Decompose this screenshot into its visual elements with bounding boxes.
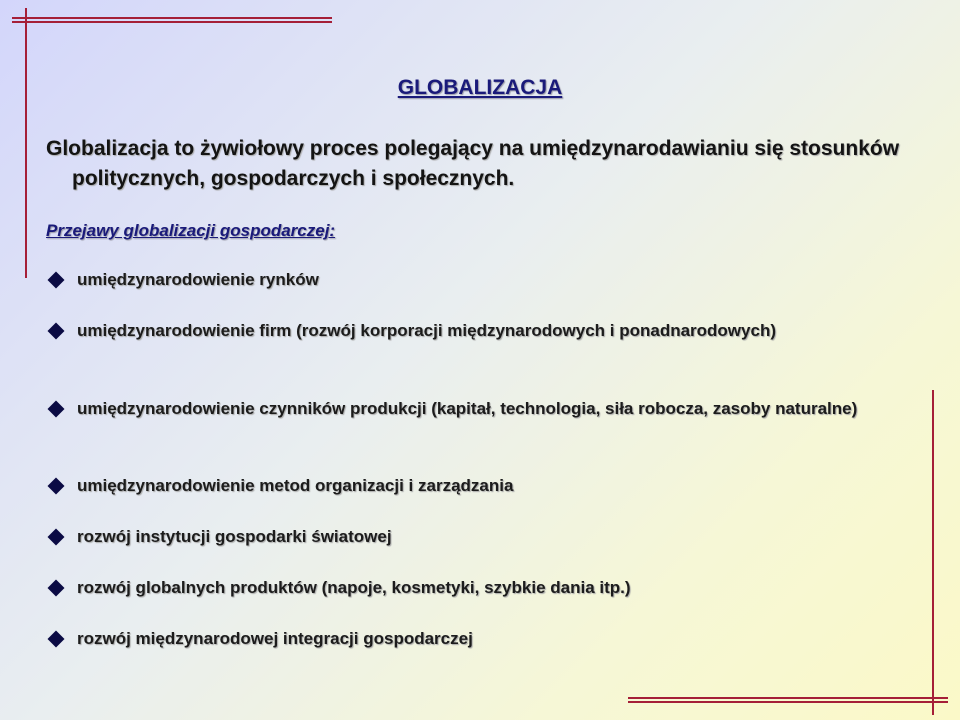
right-vertical-line (932, 390, 934, 715)
top-horizontal-line-2 (12, 21, 332, 23)
diamond-bullet-icon (48, 631, 65, 648)
bullet-text: rozwój instytucji gospodarki światowej (77, 527, 392, 546)
bottom-horizontal-line-2 (628, 701, 948, 703)
bullet-text: rozwój międzynarodowej integracji gospodarczej (77, 629, 473, 648)
diamond-bullet-icon (48, 580, 65, 597)
top-horizontal-line (12, 17, 332, 19)
slide-title: GLOBALIZACJA (397, 76, 563, 99)
subheading: Przejawy globalizacji gospodarczej: (46, 221, 336, 240)
bullet-text: umiędzynarodowienie firm (rozwój korporacji międzynarodowych i ponadnarodowych) (77, 321, 776, 340)
bullet-item (46, 318, 916, 344)
bullet-item (46, 626, 916, 652)
bullet-text: umiędzynarodowienie metod organizacji i zarządzania (77, 476, 514, 495)
left-vertical-line (25, 8, 27, 278)
bullet-item (46, 473, 916, 499)
diamond-bullet-icon (48, 401, 65, 418)
diamond-bullet-icon (48, 323, 65, 340)
bullet-item (46, 575, 916, 601)
bullet-item (46, 396, 916, 422)
diamond-bullet-icon (48, 272, 65, 289)
bullet-text: umiędzynarodowienie rynków (77, 270, 319, 289)
bullet-item (46, 267, 916, 293)
bottom-horizontal-line (628, 697, 948, 699)
diamond-bullet-icon (48, 529, 65, 546)
definition-text: Globalizacja to żywiołowy proces polegający na umiędzynarodawianiu się stosunków politycznych, gospodarczych i społecznych. (46, 137, 900, 190)
bullet-text: umiędzynarodowienie czynników produkcji (kapitał, technologia, siła robocza, zasoby naturalne) (77, 399, 858, 418)
diamond-bullet-icon (48, 478, 65, 495)
bullet-item (46, 524, 916, 550)
bullet-text: rozwój globalnych produktów (napoje, kosmetyki, szybkie dania itp.) (77, 578, 631, 597)
